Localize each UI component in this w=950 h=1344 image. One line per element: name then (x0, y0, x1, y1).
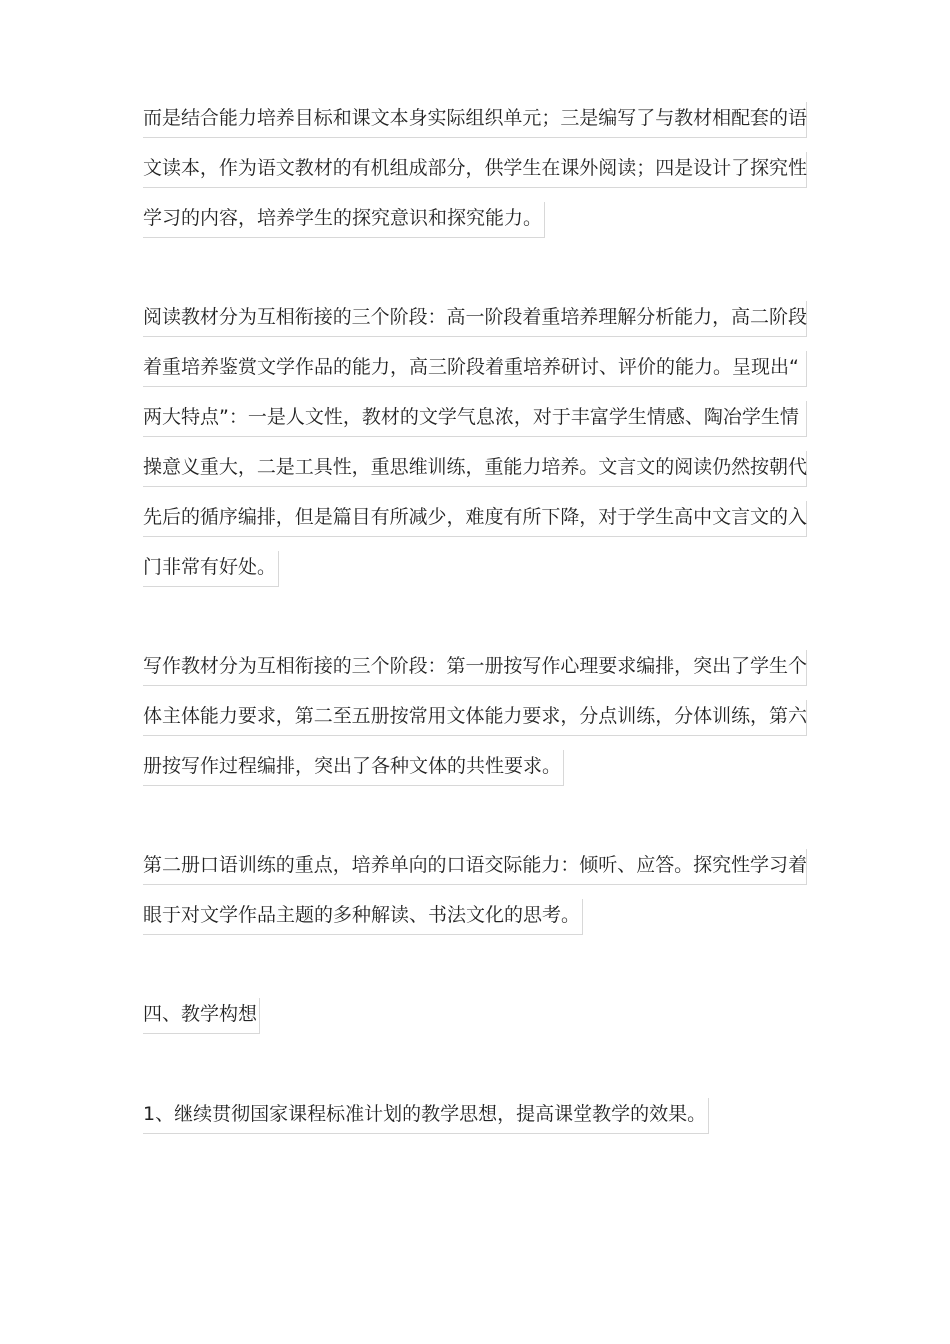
text-line-content: 门非常有好处。 (143, 551, 279, 587)
text-line-content: 着重培养鉴赏文学作品的能力，高三阶段着重培养研讨、评价的能力。呈现出“ (143, 351, 807, 387)
paragraph-oral-training (143, 843, 823, 943)
paragraph-reading-materials (143, 295, 823, 595)
text-line (143, 345, 823, 395)
text-line (143, 1092, 823, 1142)
text-line (143, 96, 823, 146)
text-line (143, 146, 823, 196)
text-line (143, 744, 823, 794)
list-item: 1、继续贯彻国家课程标准计划的教学思想，提高课堂教学的效果。 (143, 1098, 709, 1134)
text-line (143, 196, 823, 246)
text-line (143, 445, 823, 495)
text-line-content: 眼于对文学作品主题的多种解读、书法文化的思考。 (143, 899, 583, 935)
text-line-content: 写作教材分为互相衔接的三个阶段：第一册按写作心理要求编排，突出了学生个 (143, 650, 807, 686)
paragraph-textbook-features (143, 96, 823, 246)
text-line (143, 295, 823, 345)
text-line (143, 644, 823, 694)
text-line (143, 992, 823, 1042)
text-line (143, 843, 823, 893)
text-line (143, 495, 823, 545)
text-line-content: 第二册口语训练的重点，培养单向的口语交际能力：倾听、应答。探究性学习着 (143, 849, 807, 885)
text-line-content: 体主体能力要求，第二至五册按常用文体能力要求，分点训练，分体训练，第六 (143, 700, 807, 736)
text-line (143, 395, 823, 445)
text-line-content: 而是结合能力培养目标和课文本身实际组织单元；三是编写了与教材相配套的语 (143, 102, 807, 138)
paragraph-writing-materials (143, 644, 823, 794)
text-line-content: 阅读教材分为互相衔接的三个阶段：高一阶段着重培养理解分析能力，高二阶段 (143, 301, 807, 337)
text-line-content: 学习的内容，培养学生的探究意识和探究能力。 (143, 202, 545, 238)
section-heading-teaching-plan (143, 992, 823, 1042)
text-line (143, 893, 823, 943)
text-line (143, 545, 823, 595)
text-line-content: 册按写作过程编排，突出了各种文体的共性要求。 (143, 750, 564, 786)
text-line-content: 操意义重大，二是工具性，重思维训练，重能力培养。文言文的阅读仍然按朝代 (143, 451, 807, 487)
text-line-content: 两大特点”：一是人文性，教材的文学气息浓，对于丰富学生情感、陶冶学生情 (143, 401, 807, 437)
section-heading: 四、教学构想 (143, 998, 260, 1034)
paragraph-item-1 (143, 1092, 823, 1142)
text-line-content: 先后的循序编排，但是篇目有所减少，难度有所下降，对于学生高中文言文的入 (143, 501, 807, 537)
text-line (143, 694, 823, 744)
text-line-content: 文读本，作为语文教材的有机组成部分，供学生在课外阅读；四是设计了探究性 (143, 152, 807, 188)
